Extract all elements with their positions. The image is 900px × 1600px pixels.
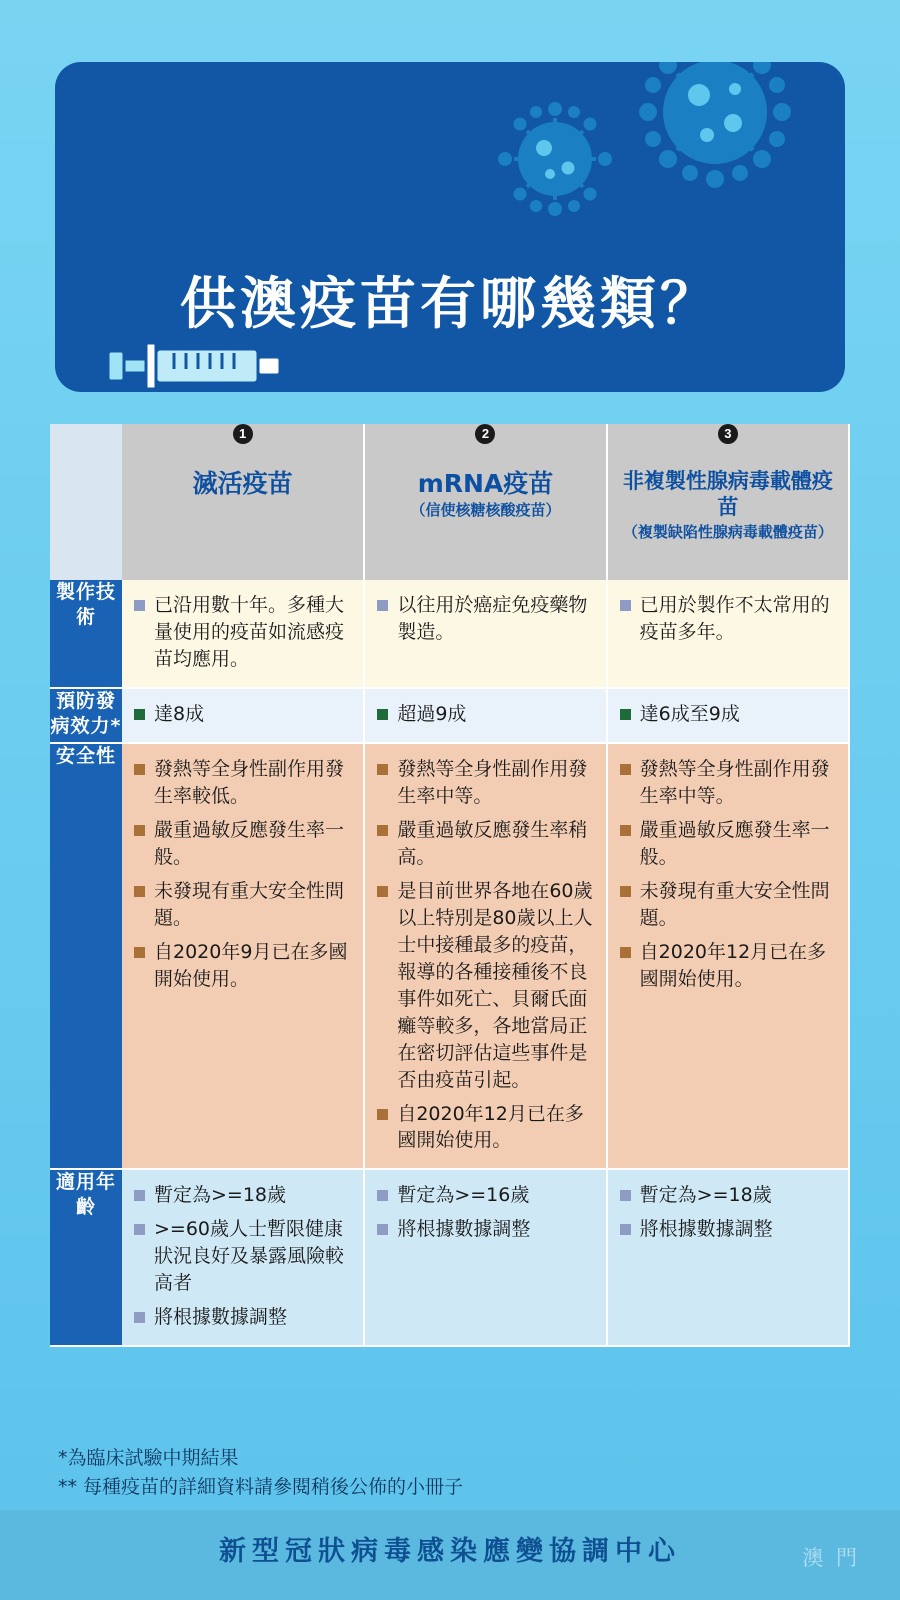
list-item: 暫定為>=18歲 [620, 1182, 836, 1209]
list-item: 自2020年12月已在多國開始使用。 [377, 1101, 593, 1155]
row-label-safety: 安全性 [50, 743, 122, 1170]
list-item: 發熱等全身性副作用發生率較低。 [134, 756, 351, 810]
table-row [50, 1169, 849, 1346]
table-number-row [50, 424, 849, 462]
list-item: 發熱等全身性副作用發生率中等。 [377, 756, 593, 810]
footnotes [58, 1444, 858, 1501]
list-item: 自2020年12月已在多國開始使用。 [620, 939, 836, 993]
footnote-2: ** 每種疫苗的詳細資料請參閱稍後公佈的小冊子 [58, 1475, 464, 1498]
table-row [50, 743, 849, 1170]
badge-number: 3 [718, 424, 738, 444]
cell-r3c2 [364, 743, 606, 1170]
cell-r3c3 [607, 743, 849, 1170]
list-item: 嚴重過敏反應發生率一般。 [134, 817, 351, 871]
footnote-1: *為臨床試驗中期結果 [58, 1447, 239, 1469]
list-item: 超過9成 [377, 701, 593, 728]
list-item: 暫定為>=16歲 [377, 1182, 593, 1209]
row-label-efficacy: 預防發病效力* [50, 688, 122, 743]
list-item: 未發現有重大安全性問題。 [620, 878, 836, 932]
cell-r2c1 [122, 688, 364, 743]
column-number-3 [607, 424, 849, 462]
table-corner [50, 424, 122, 462]
cell-r1c2 [364, 580, 606, 688]
cell-r4c1 [122, 1169, 364, 1346]
list-item: 將根據數據調整 [620, 1216, 836, 1243]
list-item: 自2020年9月已在多國開始使用。 [134, 939, 351, 993]
watermark: 澳 門 [802, 1546, 860, 1570]
cell-r4c2 [364, 1169, 606, 1346]
column-header-1 [122, 462, 364, 580]
table-corner [50, 462, 122, 580]
column-number-2 [364, 424, 606, 462]
table-header-row [50, 462, 849, 580]
list-item: 以往用於癌症免疫藥物製造。 [377, 592, 593, 646]
list-item: 達6成至9成 [620, 701, 836, 728]
syringe-icon [90, 325, 350, 405]
list-item: 將根據數據調整 [134, 1304, 351, 1331]
list-item: 已用於製作不太常用的疫苗多年。 [620, 592, 836, 646]
list-item: 將根據數據調整 [377, 1216, 593, 1243]
table-row [50, 580, 849, 688]
cell-r1c1 [122, 580, 364, 688]
badge-number: 1 [233, 424, 253, 444]
list-item: 暫定為>=18歲 [134, 1182, 351, 1209]
badge-number: 2 [475, 424, 495, 444]
cell-r2c3 [607, 688, 849, 743]
list-item: 嚴重過敏反應發生率稍高。 [377, 817, 593, 871]
table-row [50, 688, 849, 743]
column-header-3 [607, 462, 849, 580]
column-number-1 [122, 424, 364, 462]
vaccine-comparison-table [50, 424, 850, 1347]
row-label-age: 適用年齡 [50, 1169, 122, 1346]
page-title: 供澳疫苗有哪幾類？ [180, 272, 720, 337]
list-item: 達8成 [134, 701, 351, 728]
cell-r4c3 [607, 1169, 849, 1346]
virus-icon [480, 84, 630, 234]
list-item: 發熱等全身性副作用發生率中等。 [620, 756, 836, 810]
cell-r2c2 [364, 688, 606, 743]
list-item: >=60歲人士暫限健康狀況良好及暴露風險較高者 [134, 1216, 351, 1297]
column-title: 滅活疫苗 [192, 469, 293, 498]
row-label-production-technology: 製作技術 [50, 580, 122, 688]
list-item: 嚴重過敏反應發生率一般。 [620, 817, 836, 871]
column-title: 非複製性腺病毒載體疫苗 [622, 469, 833, 520]
column-subtitle: （複製缺陷性腺病毒載體疫苗） [622, 522, 833, 541]
column-header-2 [364, 462, 606, 580]
column-subtitle: （信使核糖核酸疫苗） [410, 501, 561, 520]
cell-r3c1 [122, 743, 364, 1170]
list-item: 已沿用數十年。多種大量使用的疫苗如流感疫苗均應用。 [134, 592, 351, 673]
cell-r1c3 [607, 580, 849, 688]
column-title: mRNA疫苗 [417, 469, 554, 498]
organization-name: 新型冠狀病毒感染應變協調中心 [219, 1536, 681, 1567]
list-item: 是目前世界各地在60歲以上特別是80歲以上人士中接種最多的疫苗，報導的各種接種後不良事件如死亡、貝爾氏面癱等較多，各地當局正在密切評估這些事件是否由疫苗引起。 [377, 878, 593, 1094]
list-item: 未發現有重大安全性問題。 [134, 878, 351, 932]
